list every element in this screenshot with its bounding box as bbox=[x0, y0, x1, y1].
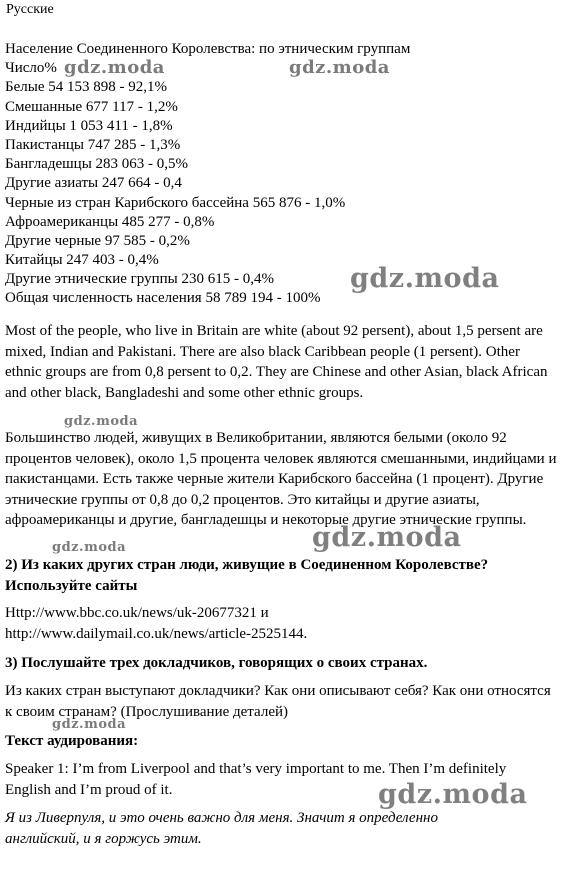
stats-row: Смешанные 677 117 - 1,2% bbox=[5, 98, 178, 115]
watermark: gdz.moda bbox=[378, 779, 528, 810]
task3-heading: 3) Послушайте трех докладчиков, говорящих о своих странах. bbox=[5, 655, 428, 671]
watermark: gdz.moda bbox=[64, 57, 165, 78]
watermark: gdz.moda bbox=[312, 522, 462, 553]
language-label: Русские bbox=[6, 2, 54, 17]
stats-row: Белые 54 153 898 - 92,1% bbox=[5, 79, 167, 96]
watermark: gdz.moda bbox=[350, 263, 500, 294]
speaker1-russian: Я из Ливерпуля, и это очень важно для меня. Значит я определенно английский, и я горжусь этим. bbox=[5, 810, 438, 847]
stats-row: Бангладешцы 283 063 - 0,5% bbox=[5, 156, 189, 173]
stats-row: Китайцы 247 403 - 0,4% bbox=[5, 252, 159, 269]
russian-summary-paragraph: Большинство людей, живущих в Великобритании, являются белыми (около 92 процентов человек), около 1,5 процента человек являются смешанными, индийцами и пакистанцами. Есть также черные жители Карибского бассейна (1 процент). Другие этнические группы от 0,8 до 0,2 процентов. Это китайцы и другие азиаты, афроамериканцы и другие, бангладешцы и некоторые другие этнические группы. bbox=[5, 430, 557, 528]
english-summary-paragraph: Most of the people, who live in Britain are white (about 92 persent), about 1,5 persent are mixed, Indian and Pakistani. There are also black Caribbean people (1 persent). Other ethnic groups are from 0,8 persent to 0,2. They are Chinese and other Asian, black African and other black, Bangladeshi and some other ethnic groups. bbox=[5, 323, 548, 401]
watermark: gdz.moda bbox=[52, 540, 127, 555]
stats-header: Число% bbox=[5, 60, 57, 77]
task3-question: Из каких стран выступают докладчики? Как они описывают себя? Как они относятся к своим странам? (Прослушивание деталей) bbox=[5, 683, 551, 720]
speaker1-english: Speaker 1: I’m from Liverpool and that’s very important to me. Then I’m definitely English and I’m proud of it. bbox=[5, 761, 507, 798]
stats-title: Население Соединенного Королевства: по этническим группам bbox=[5, 41, 411, 57]
stats-row-total: Общая численность населения 58 789 194 - 100% bbox=[5, 290, 321, 307]
audio-text-heading: Текст аудирования: bbox=[5, 733, 139, 749]
watermark: gdz.moda bbox=[289, 57, 390, 78]
stats-row: Черные из стран Карибского бассейна 565 876 - 1,0% bbox=[5, 194, 346, 211]
task2-links: Http://www.bbc.co.uk/news/uk-20677321 и http://www.dailymail.co.uk/news/article-2525144. bbox=[5, 605, 308, 642]
stats-row: Другие азиаты 247 664 - 0,4 bbox=[5, 175, 182, 192]
stats-row: Пакистанцы 747 285 - 1,3% bbox=[5, 136, 181, 153]
watermark: gdz.moda bbox=[52, 717, 127, 732]
stats-row: Другие этнические группы 230 615 - 0,4% bbox=[5, 271, 274, 288]
stats-row: Другие черные 97 585 - 0,2% bbox=[5, 232, 190, 249]
stats-row: Индийцы 1 053 411 - 1,8% bbox=[5, 117, 173, 134]
task2-heading: 2) Из каких других стран люди, живущие в Соединенном Королевстве? Используйте сайты bbox=[5, 557, 489, 594]
watermark: gdz.moda bbox=[64, 414, 139, 429]
stats-row: Афроамериканцы 485 277 - 0,8% bbox=[5, 213, 215, 230]
